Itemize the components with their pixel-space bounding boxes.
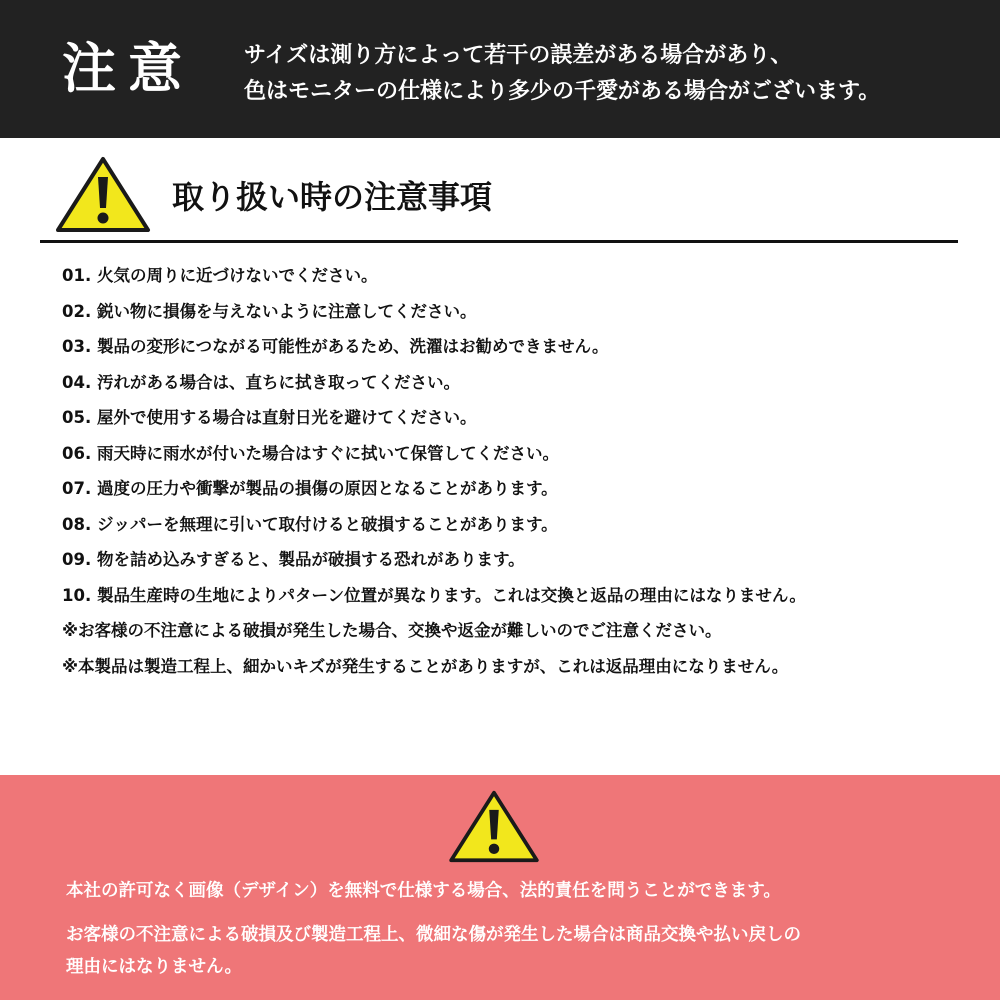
legal-notice-text: [66, 875, 966, 983]
list-item: ※本製品は製造工程上、細かいキズが発生することがありますが、これは返品理由になりません。: [62, 656, 789, 676]
notice-title: 注意: [62, 37, 194, 100]
notice-line: サイズは測り方によって若干の誤差がある場合があり、: [244, 43, 793, 68]
section-title: 取り扱い時の注意事項: [172, 178, 493, 216]
legal-notice-line: お客様の不注意による破損及び製造工程上、微細な傷が発生した場合は商品交換や払い戻しの: [66, 925, 801, 945]
list-item: 03. 製品の変形につながる可能性があるため、洗濯はお勧めできません。: [62, 337, 609, 356]
list-item: 10. 製品生産時の生地によりパターン位置が異なります。これは交換と返品の理由にはなりません。: [62, 585, 806, 605]
list-item: 08. ジッパーを無理に引いて取付けると破損することがあります。: [62, 514, 558, 534]
section-divider: [40, 240, 958, 243]
legal-notice-line: 本社の許可なく画像（デザイン）を無料で仕様する場合、法的責任を問うことができます。: [66, 881, 781, 901]
warning-icon: [446, 787, 542, 865]
list-item: 09. 物を詰め込みすぎると、製品が破損する恐れがあります。: [62, 550, 525, 569]
notice-text: [244, 38, 984, 110]
list-item: 06. 雨天時に雨水が付いた場合はすぐに拭いて保管してください。: [62, 443, 559, 463]
notice-line: 色はモニターの仕様により多少の千愛がある場合がございます。: [244, 79, 881, 104]
list-item: 02. 鋭い物に損傷を与えないように注意してください。: [62, 301, 477, 321]
legal-notice-line: 理由にはなりません。: [66, 957, 243, 977]
list-item: ※お客様の不注意による破損が発生した場合、交換や返金が難しいのでご注意ください。: [62, 621, 722, 640]
top-banner: [0, 0, 1000, 138]
list-item: 05. 屋外で使用する場合は直射日光を避けてください。: [62, 408, 477, 427]
list-item: 04. 汚れがある場合は、直ちに拭き取ってください。: [62, 372, 460, 392]
precaution-list: [62, 258, 982, 684]
list-item: 01. 火気の周りに近づけないでください。: [62, 266, 378, 285]
warning-icon: [53, 153, 153, 235]
list-item: 07. 過度の圧力や衝撃が製品の損傷の原因となることがあります。: [62, 479, 558, 498]
